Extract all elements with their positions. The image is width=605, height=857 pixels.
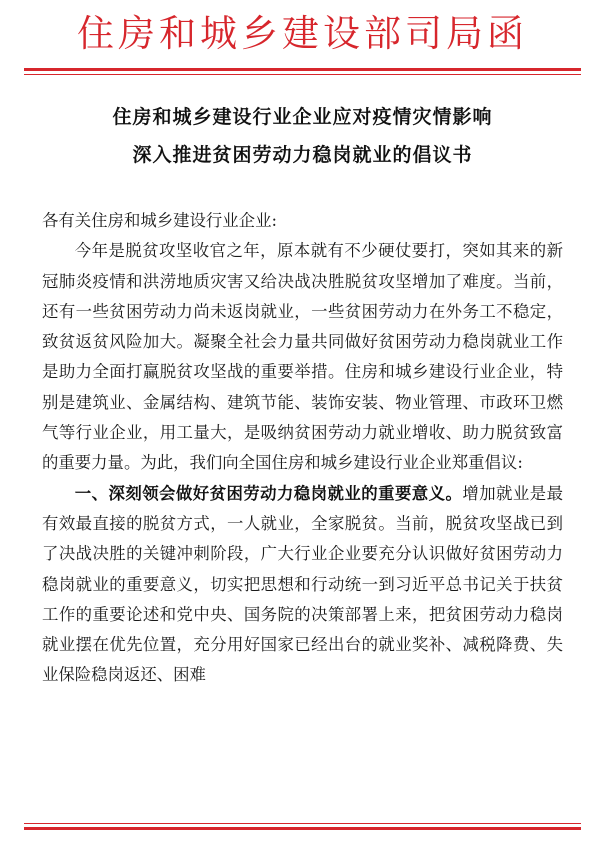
document-title-line-1: 住房和城乡建设行业企业应对疫情灾情影响 <box>112 106 493 128</box>
section-1-heading: 一、深刻领会做好贫困劳动力稳岗就业的重要意义。 <box>74 483 463 503</box>
salutation: 各有关住房和城乡建设行业企业: <box>42 211 277 230</box>
footer-rule-thick <box>24 827 581 830</box>
section-1-text: 增加就业是最有效最直接的脱贫方式，一人就业，全家脱贫。当前，脱贫攻坚战已到了决战决胜的关键冲刺阶段，广大行业企业要充分认识做好贫困劳动力稳岗就业的重要意义，切实把思想和行动统一到习近平总书记关于扶贫工作的重要论述和党中央、国务院的决策部署上来，把贫困劳动力稳岗就业摆在优先位置，充分用好国家已经出台的就业奖补、减税降费、失业保险稳岗返还、困难 <box>42 483 564 685</box>
document-title-line-2: 深入推进贫困劳动力稳岗就业的倡议书 <box>132 144 473 166</box>
letterhead-title: 住房和城乡建设部司局函 <box>77 12 528 55</box>
footer-rule-thin <box>24 823 581 824</box>
document-body <box>42 206 563 691</box>
letterhead-rule-thick <box>24 68 581 71</box>
paragraph-section-1 <box>42 479 563 691</box>
letterhead-rule-thin <box>24 74 581 75</box>
paragraph-intro: 今年是脱贫攻坚收官之年，原本就有不少硬仗要打，突如其来的新冠肺炎疫情和洪涝地质灾害又给决战决胜脱贫攻坚增加了难度。当前，还有一些贫困劳动力尚未返岗就业，一些贫困劳动力在外务工不稳定，致贫返贫风险加大。凝聚全社会力量共同做好贫困劳动力稳岗就业工作是助力全面打赢脱贫攻坚战的重要举措。住房和城乡建设行业企业，特别是建筑业、金属结构、建筑节能、装饰安装、物业管理、市政环卫燃气等行业企业，用工量大，是吸纳贫困劳动力就业增收、助力脱贫致富的重要力量。为此，我们向全国住房和城乡建设行业企业郑重倡议: <box>42 241 563 473</box>
